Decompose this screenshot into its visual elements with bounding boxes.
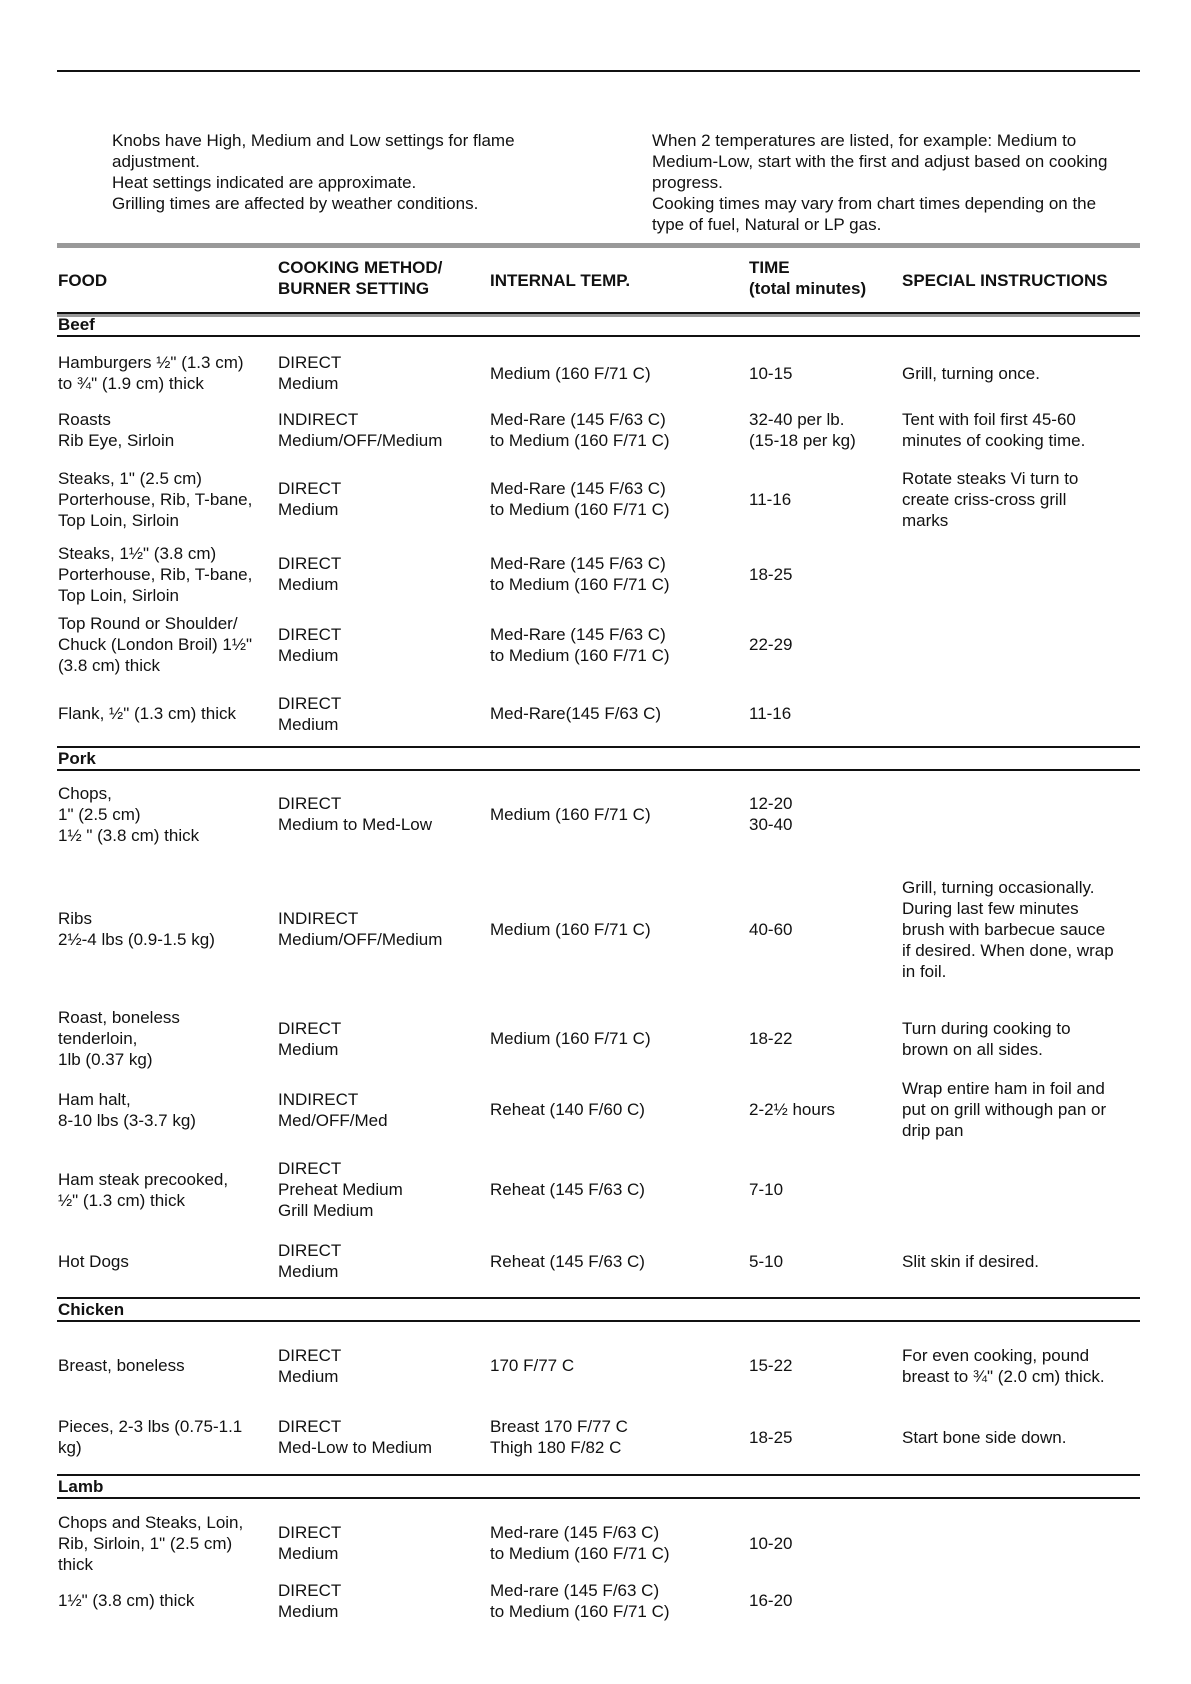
food-text: Ham halt, 8-10 lbs (3-3.7 kg) [58, 1089, 196, 1130]
temp-text: Med-Rare (145 F/63 C) to Medium (160 F/71 C) [490, 624, 670, 665]
time-cell [749, 1577, 899, 1624]
food-cell [58, 408, 273, 451]
special-cell [902, 613, 1140, 676]
method-cell [278, 780, 483, 848]
temp-text: Med-Rare (145 F/63 C) to Medium (160 F/71 C) [490, 479, 670, 519]
section-title: Chicken [58, 1300, 125, 1319]
food-text: Ham steak precooked, ½" (1.3 cm) thick [58, 1169, 229, 1210]
food-cell [58, 543, 273, 605]
notes-right [652, 130, 1132, 235]
food-text: Chops, 1" (2.5 cm) 1½ " (3.8 cm) thick [58, 783, 200, 845]
time-text: 15-22 [749, 1356, 793, 1375]
special-text: Slit skin if desired. [902, 1251, 1039, 1271]
food-cell [58, 468, 273, 530]
special-cell [902, 408, 1140, 451]
food-cell [58, 1406, 273, 1468]
note: Grilling times are affected by weather conditions. [112, 194, 479, 213]
temp-cell [490, 613, 745, 676]
food-cell [58, 688, 273, 739]
special-cell [902, 1233, 1140, 1289]
header-special: SPECIAL INSTRUCTIONS [902, 271, 1108, 290]
method-cell [278, 872, 483, 986]
method-cell [278, 543, 483, 605]
temp-cell [490, 1158, 745, 1221]
method-cell [278, 1233, 483, 1289]
table-row [57, 1007, 1140, 1070]
food-text: Steaks, 1" (2.5 cm) Porterhouse, Rib, T-bane, Top Loin, Sirloin [58, 468, 253, 530]
method-text: DIRECT Medium [278, 479, 342, 519]
temp-text: Breast 170 F/77 C Thigh 180 F/82 C [490, 1417, 628, 1457]
time-cell [749, 1233, 899, 1289]
method-text: DIRECT Medium [278, 554, 342, 594]
special-cell [902, 350, 1140, 396]
food-cell [58, 1158, 273, 1221]
method-cell [278, 1334, 483, 1397]
special-text: For even cooking, pound breast to ¾" (2.0 cm) thick. [902, 1345, 1105, 1386]
food-cell [58, 1233, 273, 1289]
temp-text: Med-Rare(145 F/63 C) [490, 704, 662, 723]
table-row [57, 1081, 1140, 1138]
special-text: Wrap entire ham in foil and put on grill withough pan or drip pan [902, 1079, 1107, 1140]
section-pork [57, 746, 1140, 771]
food-cell [58, 872, 273, 986]
special-cell [902, 1081, 1140, 1138]
special-cell [902, 780, 1140, 848]
time-cell [749, 1081, 899, 1138]
note: Knobs have High, Medium and Low settings for flame adjustment. [112, 131, 515, 171]
food-cell [58, 350, 273, 396]
table-row [57, 543, 1140, 605]
method-text: INDIRECT Medium/OFF/Medium [278, 909, 443, 949]
time-text: 7-10 [749, 1180, 784, 1199]
temp-text: Medium (160 F/71 C) [490, 363, 651, 383]
header-food: FOOD [58, 271, 108, 290]
special-cell [902, 1406, 1140, 1468]
food-text: Roasts Rib Eye, Sirloin [58, 409, 175, 450]
table-row [57, 350, 1140, 396]
food-text: Flank, ½" (1.3 cm) thick [58, 704, 236, 723]
table-row [57, 780, 1140, 848]
temp-text: 170 F/77 C [490, 1356, 575, 1375]
temp-text: Medium (160 F/71 C) [490, 1029, 651, 1048]
time-text: 18-22 [749, 1029, 793, 1048]
method-text: DIRECT Medium [278, 353, 342, 393]
time-text: 18-25 [749, 1427, 793, 1447]
method-text: DIRECT Medium [278, 1580, 342, 1621]
time-text: 11-16 [749, 704, 792, 723]
special-cell [902, 688, 1140, 739]
temp-text: Medium (160 F/71 C) [490, 804, 651, 824]
method-text: DIRECT Medium to Med-Low [278, 794, 433, 834]
method-text: DIRECT Medium [278, 1241, 342, 1281]
time-text: 12-20 30-40 [749, 794, 793, 834]
table-row [57, 1406, 1140, 1468]
section-chicken [57, 1297, 1140, 1322]
temp-cell [490, 468, 745, 530]
time-cell [749, 872, 899, 986]
special-cell [902, 1007, 1140, 1070]
header-method: COOKING METHOD/ BURNER SETTING [278, 258, 443, 298]
special-text: Grill, turning occasionally. During last few minutes brush with barbecue sauce if desired. When done, wrap in foil. [902, 877, 1114, 981]
section-title: Pork [58, 749, 96, 768]
food-text: Top Round or Shoulder/ Chuck (London Broil) 1½" (3.8 cm) thick [58, 614, 253, 675]
food-text: Breast, boneless [58, 1356, 185, 1375]
special-cell [902, 468, 1140, 530]
time-text: 22-29 [749, 635, 793, 654]
special-text: Grill, turning once. [902, 363, 1040, 383]
special-cell [902, 1334, 1140, 1397]
table-row [57, 1512, 1140, 1574]
special-text: Start bone side down. [902, 1427, 1067, 1447]
food-text: Steaks, 1½" (3.8 cm) Porterhouse, Rib, T-bane, Top Loin, Sirloin [58, 543, 253, 605]
temp-cell [490, 1577, 745, 1624]
temp-cell [490, 780, 745, 848]
method-cell [278, 1081, 483, 1138]
table-row [57, 408, 1140, 451]
temp-text: Med-Rare (145 F/63 C) to Medium (160 F/71 C) [490, 554, 670, 594]
time-text: 18-25 [749, 564, 793, 584]
temp-cell [490, 1007, 745, 1070]
top-rule [57, 70, 1140, 72]
note: When 2 temperatures are listed, for example: Medium to Medium-Low, start with the first and adjust based on cooking progress. [652, 131, 1108, 192]
food-cell [58, 1081, 273, 1138]
special-cell [902, 872, 1140, 986]
time-text: 5-10 [749, 1251, 784, 1271]
table-row [57, 1158, 1140, 1221]
method-text: DIRECT Medium [278, 1345, 342, 1386]
method-text: DIRECT Medium [278, 624, 342, 665]
temp-text: Medium (160 F/71 C) [490, 919, 651, 939]
header-temp: INTERNAL TEMP. [490, 271, 631, 290]
method-cell [278, 1158, 483, 1221]
table-row [57, 1577, 1140, 1624]
temp-text: Reheat (145 F/63 C) [490, 1180, 645, 1199]
time-cell [749, 1512, 899, 1574]
table-row [57, 613, 1140, 676]
method-text: DIRECT Medium [278, 1523, 342, 1563]
special-text: Tent with foil first 45-60 minutes of cooking time. [902, 409, 1086, 450]
temp-text: Med-rare (145 F/63 C) to Medium (160 F/71 C) [490, 1523, 670, 1563]
temp-cell [490, 350, 745, 396]
food-cell [58, 1334, 273, 1397]
temp-cell [490, 1334, 745, 1397]
method-cell [278, 408, 483, 451]
method-text: INDIRECT Medium/OFF/Medium [278, 409, 443, 450]
special-cell [902, 1577, 1140, 1624]
time-cell [749, 688, 899, 739]
special-cell [902, 543, 1140, 605]
time-cell [749, 543, 899, 605]
section-beef [57, 312, 1140, 337]
time-cell [749, 1406, 899, 1468]
temp-cell [490, 1081, 745, 1138]
method-text: DIRECT Med-Low to Medium [278, 1417, 433, 1457]
temp-text: Med-rare (145 F/63 C) to Medium (160 F/71 C) [490, 1580, 670, 1621]
method-cell [278, 1512, 483, 1574]
method-cell [278, 613, 483, 676]
method-text: DIRECT Preheat Medium Grill Medium [278, 1159, 403, 1220]
special-text: Turn during cooking to brown on all sides. [902, 1018, 1071, 1059]
table-row [57, 468, 1140, 530]
time-cell [749, 613, 899, 676]
note: Cooking times may vary from chart times depending on the type of fuel, Natural or LP gas. [652, 194, 1097, 234]
time-cell [749, 468, 899, 530]
method-cell [278, 1007, 483, 1070]
time-cell [749, 408, 899, 451]
time-text: 10-15 [749, 363, 793, 383]
temp-text: Med-Rare (145 F/63 C) to Medium (160 F/71 C) [490, 409, 670, 450]
method-text: DIRECT Medium [278, 693, 342, 734]
notes-left [112, 130, 572, 214]
temp-cell [490, 688, 745, 739]
method-cell [278, 468, 483, 530]
food-text: Chops and Steaks, Loin, Rib, Sirloin, 1" (2.5 cm) thick [58, 1512, 244, 1574]
time-cell [749, 1334, 899, 1397]
time-cell [749, 350, 899, 396]
time-text: 11-16 [749, 489, 792, 509]
section-title: Beef [58, 315, 95, 334]
temp-cell [490, 543, 745, 605]
special-cell [902, 1158, 1140, 1221]
food-cell [58, 1512, 273, 1574]
temp-cell [490, 872, 745, 986]
temp-cell [490, 408, 745, 451]
food-cell [58, 1577, 273, 1624]
food-text: Roast, boneless tenderloin, 1lb (0.37 kg) [58, 1008, 180, 1069]
food-text: Ribs 2½-4 lbs (0.9-1.5 kg) [58, 909, 215, 949]
food-text: Hamburgers ½" (1.3 cm) to ¾" (1.9 cm) thick [58, 353, 244, 393]
food-cell [58, 780, 273, 848]
table-row [57, 688, 1140, 739]
note: Heat settings indicated are approximate. [112, 173, 417, 192]
temp-cell [490, 1512, 745, 1574]
food-text: Hot Dogs [58, 1251, 129, 1271]
temp-text: Reheat (145 F/63 C) [490, 1251, 645, 1271]
method-cell [278, 688, 483, 739]
table-row [57, 872, 1140, 986]
special-cell [902, 1512, 1140, 1574]
temp-cell [490, 1233, 745, 1289]
time-cell [749, 1158, 899, 1221]
time-cell [749, 780, 899, 848]
special-text: Rotate steaks Vi turn to create criss-cross grill marks [902, 469, 1079, 530]
temp-cell [490, 1406, 745, 1468]
section-lamb [57, 1474, 1140, 1499]
time-text: 16-20 [749, 1591, 793, 1610]
food-text: 1½" (3.8 cm) thick [58, 1591, 195, 1610]
time-text: 2-2½ hours [749, 1100, 835, 1119]
method-cell [278, 1406, 483, 1468]
header-time: TIME (total minutes) [749, 258, 867, 298]
method-cell [278, 350, 483, 396]
food-cell [58, 613, 273, 676]
time-cell [749, 1007, 899, 1070]
section-title: Lamb [58, 1477, 104, 1496]
method-cell [278, 1577, 483, 1624]
time-text: 40-60 [749, 919, 793, 939]
table-row [57, 1334, 1140, 1397]
time-text: 10-20 [749, 1533, 793, 1553]
method-text: DIRECT Medium [278, 1018, 342, 1059]
food-text: Pieces, 2-3 lbs (0.75-1.1 kg) [58, 1417, 243, 1457]
food-cell [58, 1007, 273, 1070]
method-text: INDIRECT Med/OFF/Med [278, 1089, 388, 1130]
temp-text: Reheat (140 F/60 C) [490, 1100, 645, 1119]
table-header [57, 243, 1140, 317]
table-row [57, 1233, 1140, 1289]
time-text: 32-40 per lb. (15-18 per kg) [749, 409, 856, 450]
